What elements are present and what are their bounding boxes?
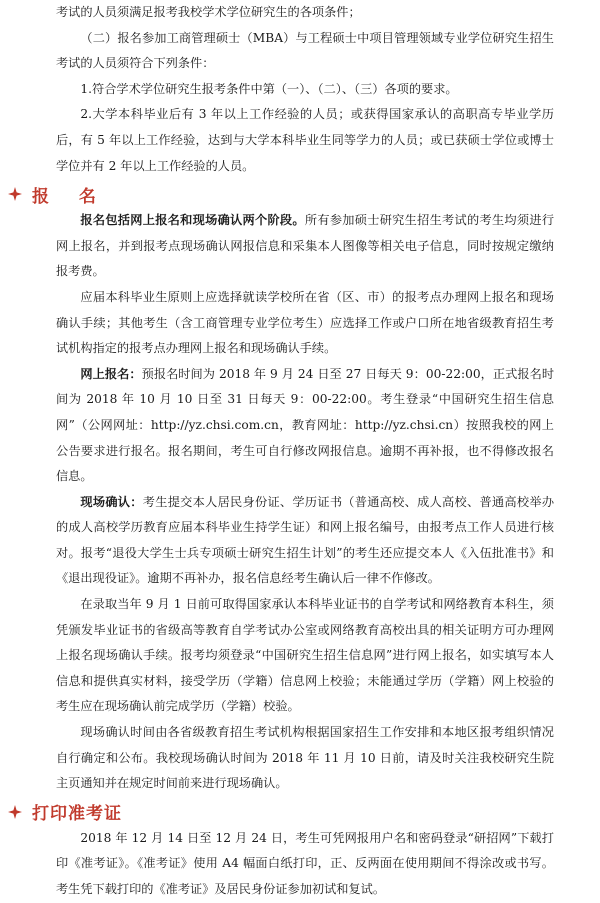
paragraph-condition-1: 1.符合学术学位研究生报考条件中第（一）、（二）、（三）各项的要求。 bbox=[80, 81, 458, 96]
confirm-text: 考生提交本人居民身份证、学历证书（普通高校、成人高校、普通高校举办的成人高校学历教育应届本科毕业生持学生证）和网上报名编号，由报考点工作人员进行核对。报考“退役大学生士兵专项硕士研究生招生计划”的考生还应提交本人《入伍批准书》和《退出现役证》。逾期不再补办，报名信息经考生确认后一律不作修改。 bbox=[56, 494, 555, 586]
confirm-label: 现场确认： bbox=[80, 494, 143, 509]
paragraph-mba-conditions: （二）报名参加工商管理硕士（MBA）与工程硕士中项目管理领域专业学位研究生招生考试的人员须符合下列条件： bbox=[56, 30, 554, 71]
four-point-star-icon bbox=[8, 187, 22, 201]
paragraph-confirm-time: 现场确认时间由各省级教育招生考试机构根据国家招生工作安排和本地区报考组织情况自行确定和公布。我校现场确认时间为 2018 年 11 月 10 日前，请及时关注我校研究生院主页通知并在规定时间前来进行现场确认。 bbox=[56, 725, 554, 791]
paragraph-online-signup bbox=[56, 362, 554, 490]
section-title: 打印准考证 bbox=[32, 804, 122, 825]
four-point-star-icon bbox=[8, 805, 22, 819]
lead-rest: 所有参加硕士研究生招生考试的考生均须进行网上报名，并到报考点现场确认网报信息和采集本人图像等相关电子信息，同时按规定缴纳报考费。 bbox=[56, 213, 555, 279]
bold-lead: 报名包括网上报名和现场确认两个阶段。 bbox=[80, 213, 305, 228]
section-heading-signup bbox=[8, 180, 554, 208]
section-title: 报 名 bbox=[32, 186, 108, 207]
paragraph-print-ticket: 2018 年 12 月 14 日至 12 月 24 日，考生可凭网报用户名和密码登录“研招网”下载打印《准考证》。《准考证》使用 A4 幅面白纸打印，正、反两面在使用期间不得涂改或书写。考生凭下载打印的《准考证》及居民身份证参加初试和复试。 bbox=[56, 830, 554, 896]
section-heading-print bbox=[8, 798, 554, 826]
paragraph-continuation: 考试的人员须满足报考我校学术学位研究生的各项条件； bbox=[56, 5, 361, 19]
online-text: 预报名时间为 2018 年 9 月 24 日至 27 日每天 9：00-22:00，正式报名时间为 2018 年 10 月 10 日至 31 日每天 9：00-22:00。考生登录“中国研究生招生信息网”（公网网址：http://yz.chsi.com.cn，教育网址：http://yz.chsi.cn）按照我校的网上公告要求进行报名。报名期间，考生可自行修改网报信息。逾期不再补报，也不得修改报名信息。 bbox=[56, 366, 555, 484]
paragraph-signup-intro bbox=[56, 208, 554, 285]
online-label: 网上报名： bbox=[80, 366, 142, 381]
paragraph-signup-location: 应届本科毕业生原则上应选择就读学校所在省（区、市）的报考点办理网上报名和现场确认手续；其他考生（含工商管理专业学位考生）应选择工作或户口所在地省级教育招生考试机构指定的报考点办理网上报名和现场确认手续。 bbox=[56, 289, 554, 356]
paragraph-self-study: 在录取当年 9 月 1 日前可取得国家承认本科毕业证书的自学考试和网络教育本科生，须凭颁发毕业证书的省级高等教育自学考试办公室或网络教育高校出具的相关证明方可办理网上报名现场确认手续。报考均须登录“中国研究生招生信息网”进行网上报名，如实填写本人信息和提供真实材料，接受学历（学籍）信息网上校验；未能通过学历（学籍）网上校验的考生应在现场确认前完成学历（学籍）校验。 bbox=[56, 597, 554, 714]
paragraph-condition-2: 2.大学本科毕业后有 3 年以上工作经验的人员；或获得国家承认的高职高专毕业学历后，有 5 年以上工作经验，达到与大学本科毕业生同等学力的人员；或已获硕士学位或博士学位并有 2 年以上工作经验的人员。 bbox=[56, 107, 554, 173]
paragraph-onsite-confirm bbox=[56, 490, 554, 592]
